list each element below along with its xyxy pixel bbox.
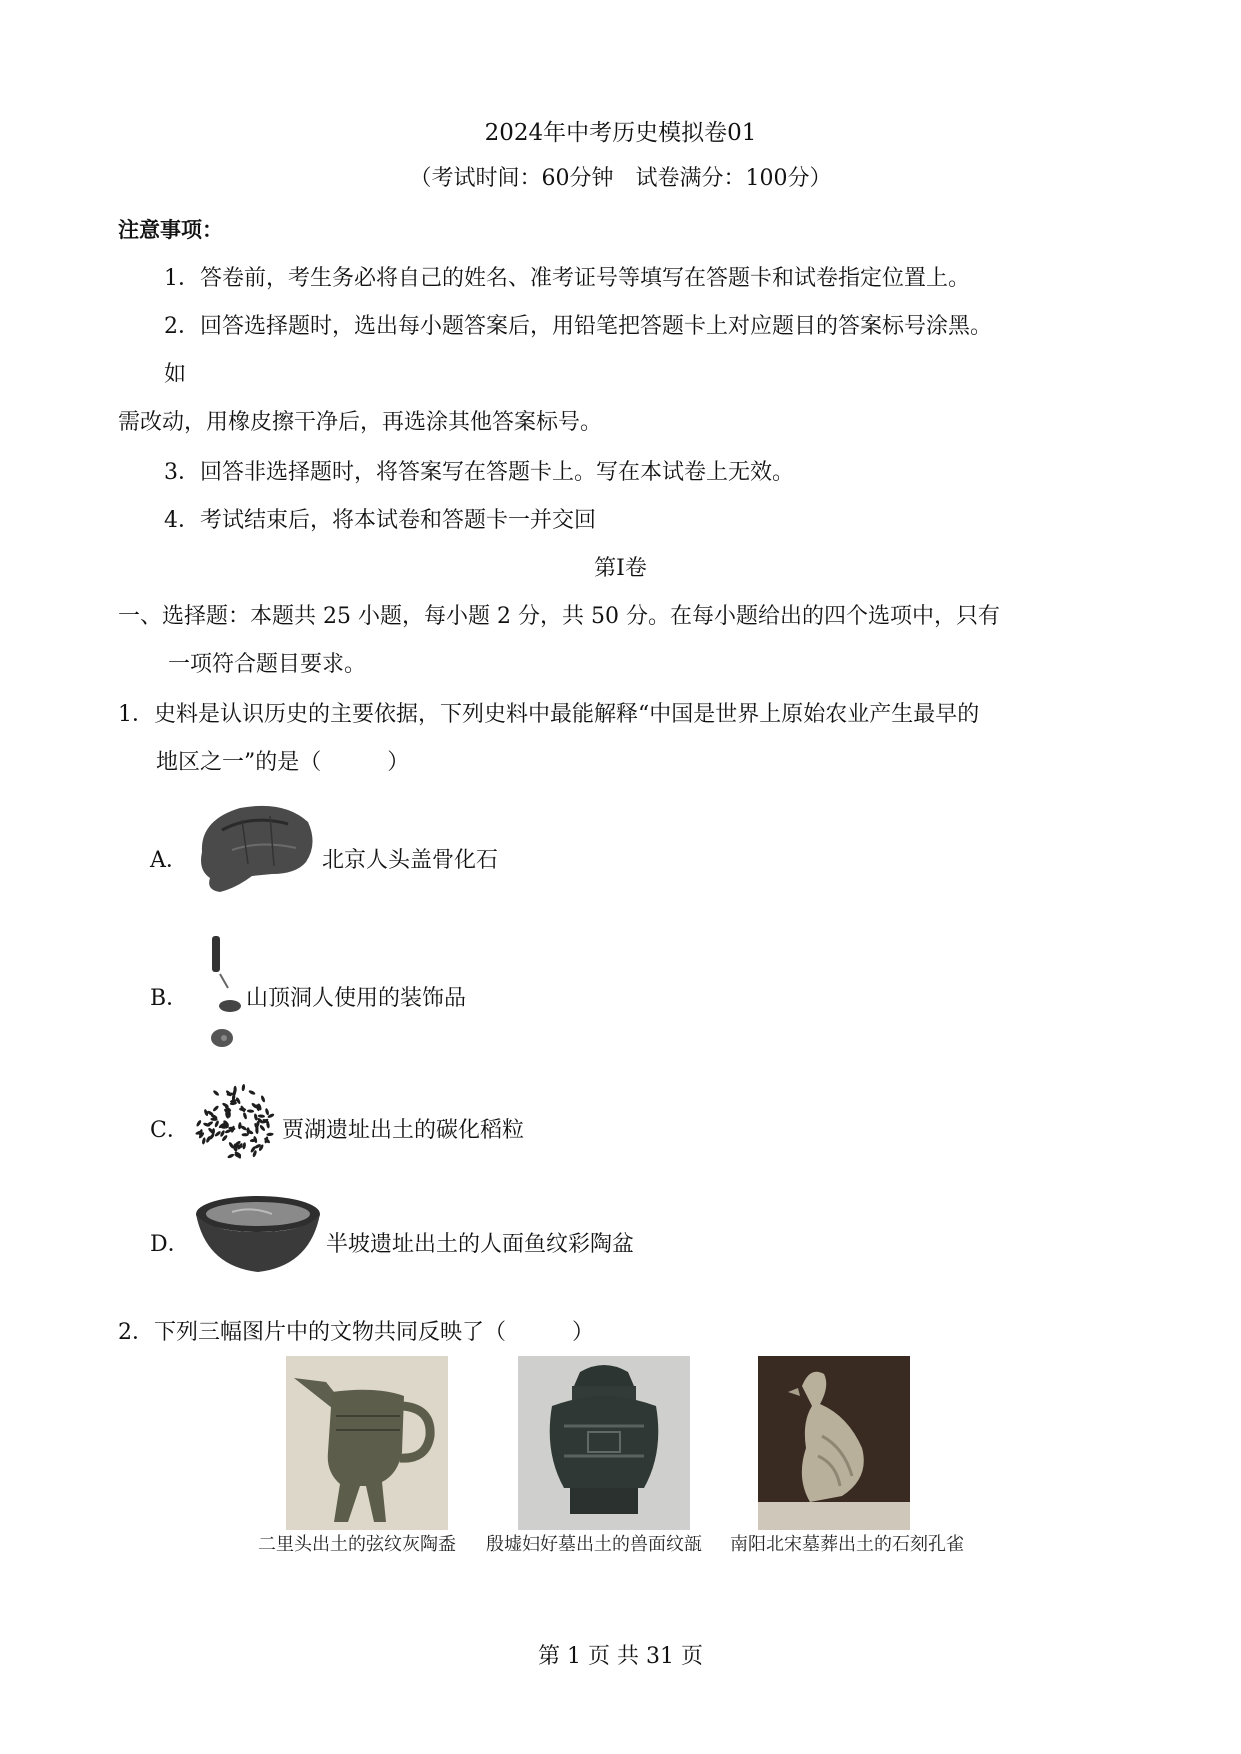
he-pottery-photo xyxy=(286,1356,448,1530)
option-c-text[interactable]: 贾湖遗址出土的碳化稻粒 xyxy=(282,1118,525,1143)
question-2-stem: 2．下列三幅图片中的文物共同反映了（ ） xyxy=(118,1320,594,1345)
bu-bronze-photo xyxy=(518,1356,690,1530)
option-d-text[interactable]: 半坡遗址出土的人面鱼纹彩陶盆 xyxy=(326,1232,635,1257)
question-1-stem-cont: 地区之一”的是（ ） xyxy=(156,750,410,775)
section-1-instructions: 一、选择题：本题共 25 小题，每小题 2 分，共 50 分。在每小题给出的四个选项中，只有 xyxy=(118,604,1000,629)
ornament-beads-icon xyxy=(198,936,244,1056)
question-1-stem: 1．史料是认识历史的主要依据，下列史料中最能解释“中国是世界上原始农业产生最早的 xyxy=(118,702,980,727)
option-b-label[interactable]: B． xyxy=(150,986,189,1011)
option-a-label[interactable]: A． xyxy=(150,848,188,873)
volume-heading: 第Ⅰ卷 xyxy=(594,556,647,581)
page-title: 2024年中考历史模拟卷01 xyxy=(484,120,757,146)
option-b-text[interactable]: 山顶洞人使用的装饰品 xyxy=(246,986,467,1011)
image-caption-3: 南阳北宋墓葬出土的石刻孔雀 xyxy=(730,1534,964,1555)
section-1-instructions-cont: 一项符合题目要求。 xyxy=(168,652,367,677)
stone-peacock-photo xyxy=(758,1356,910,1530)
notice-item-1: 1．答卷前，考生务必将自己的姓名、准考证号等填写在答题卡和试卷指定位置上。 xyxy=(164,266,970,291)
option-a-text[interactable]: 北京人头盖骨化石 xyxy=(322,848,499,873)
image-caption-1: 二里头出土的弦纹灰陶盉 xyxy=(258,1534,456,1555)
notice-item-3: 3．回答非选择题时，将答案写在答题卡上。写在本试卷上无效。 xyxy=(164,460,794,485)
skull-fossil-icon xyxy=(192,800,318,896)
notice-item-2: 2．回答选择题时，选出每小题答案后，用铅笔把答题卡上对应题目的答案标号涂黑。 xyxy=(164,314,992,339)
option-d-label[interactable]: D． xyxy=(150,1232,190,1257)
page-number: 第 1 页 共 31 页 xyxy=(538,1644,703,1669)
notice-item-2-cont2: 需改动，用橡皮擦干净后，再选涂其他答案标号。 xyxy=(118,410,603,435)
notice-heading: 注意事项： xyxy=(118,218,223,242)
carbonized-rice-icon xyxy=(192,1082,278,1164)
pottery-basin-icon xyxy=(192,1192,324,1276)
notice-item-4: 4．考试结束后，将本试卷和答题卡一并交回 xyxy=(164,508,596,533)
option-c-label[interactable]: C． xyxy=(150,1118,189,1143)
exam-info: （考试时间：60分钟 试卷满分：100分） xyxy=(409,166,832,191)
image-caption-2: 殷墟妇好墓出土的兽面纹瓿 xyxy=(486,1534,702,1555)
notice-item-2-cont: 如 xyxy=(164,362,187,387)
